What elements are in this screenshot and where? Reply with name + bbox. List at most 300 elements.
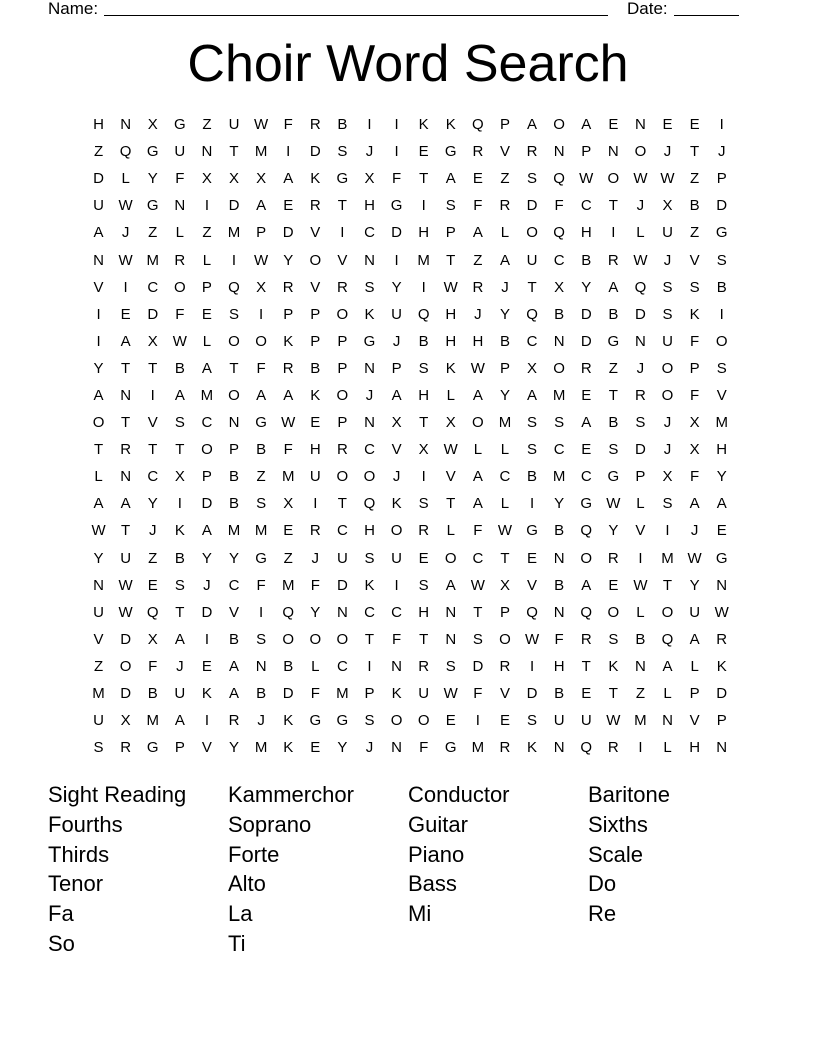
grid-letter[interactable]: A bbox=[174, 712, 185, 730]
grid-letter[interactable]: A bbox=[201, 522, 212, 540]
grid-letter[interactable]: J bbox=[636, 359, 645, 377]
grid-letter[interactable]: X bbox=[147, 332, 158, 350]
grid-letter[interactable]: O bbox=[336, 386, 349, 404]
grid-letter[interactable]: A bbox=[174, 630, 185, 648]
grid-letter[interactable]: U bbox=[120, 549, 132, 567]
grid-letter[interactable]: T bbox=[527, 278, 537, 296]
grid-letter[interactable]: O bbox=[444, 549, 457, 567]
grid-letter[interactable]: A bbox=[499, 251, 510, 269]
grid-letter[interactable]: C bbox=[228, 576, 240, 594]
grid-letter[interactable]: G bbox=[336, 170, 349, 188]
grid-letter[interactable]: J bbox=[663, 251, 672, 269]
grid-letter[interactable]: L bbox=[121, 170, 130, 188]
grid-letter[interactable]: Y bbox=[554, 495, 565, 513]
grid-letter[interactable]: X bbox=[554, 278, 565, 296]
grid-letter[interactable]: N bbox=[364, 251, 375, 269]
grid-letter[interactable]: C bbox=[499, 468, 511, 486]
grid-letter[interactable]: F bbox=[148, 657, 158, 675]
grid-letter[interactable]: T bbox=[581, 657, 591, 675]
grid-letter[interactable]: N bbox=[635, 332, 646, 350]
grid-letter[interactable]: O bbox=[228, 386, 240, 404]
grid-letter[interactable]: Y bbox=[93, 549, 104, 567]
grid-letter[interactable]: X bbox=[689, 414, 700, 432]
grid-letter[interactable]: C bbox=[553, 251, 565, 269]
grid-letter[interactable]: W bbox=[633, 576, 648, 594]
grid-letter[interactable]: D bbox=[635, 305, 646, 323]
grid-letter[interactable]: C bbox=[364, 441, 375, 459]
grid-letter[interactable]: U bbox=[662, 332, 673, 350]
grid-letter[interactable]: F bbox=[473, 522, 483, 540]
grid-letter[interactable]: S bbox=[364, 712, 375, 730]
grid-letter[interactable]: A bbox=[662, 657, 673, 675]
grid-letter[interactable]: A bbox=[608, 278, 619, 296]
grid-letter[interactable]: E bbox=[608, 576, 619, 594]
grid-letter[interactable]: I bbox=[177, 495, 182, 513]
grid-letter[interactable]: O bbox=[715, 332, 728, 350]
grid-letter[interactable]: U bbox=[526, 251, 538, 269]
grid-letter[interactable]: L bbox=[500, 441, 510, 459]
grid-letter[interactable]: O bbox=[553, 359, 565, 377]
grid-letter[interactable]: B bbox=[310, 359, 321, 377]
grid-letter[interactable]: O bbox=[390, 522, 403, 540]
grid-letter[interactable]: X bbox=[662, 197, 673, 215]
grid-letter[interactable]: T bbox=[446, 495, 456, 513]
grid-letter[interactable]: X bbox=[662, 468, 673, 486]
grid-letter[interactable]: R bbox=[499, 657, 511, 675]
grid-letter[interactable]: G bbox=[146, 739, 159, 757]
grid-letter[interactable]: P bbox=[499, 116, 510, 134]
grid-letter[interactable]: P bbox=[391, 359, 402, 377]
grid-letter[interactable]: K bbox=[445, 359, 456, 377]
grid-letter[interactable]: P bbox=[310, 332, 321, 350]
grid-letter[interactable]: D bbox=[526, 197, 538, 215]
grid-letter[interactable]: T bbox=[337, 197, 347, 215]
grid-letter[interactable]: S bbox=[418, 495, 429, 513]
grid-letter[interactable]: G bbox=[607, 468, 620, 486]
grid-letter[interactable]: A bbox=[445, 170, 456, 188]
grid-letter[interactable]: G bbox=[715, 549, 728, 567]
grid-letter[interactable]: N bbox=[391, 657, 402, 675]
grid-letter[interactable]: S bbox=[445, 657, 456, 675]
grid-letter[interactable]: K bbox=[283, 712, 294, 730]
grid-letter[interactable]: I bbox=[475, 712, 480, 730]
grid-letter[interactable]: G bbox=[255, 414, 267, 432]
grid-letter[interactable]: G bbox=[363, 332, 376, 350]
grid-letter[interactable]: Q bbox=[580, 603, 593, 621]
grid-letter[interactable]: J bbox=[365, 386, 374, 404]
grid-letter[interactable]: G bbox=[255, 549, 267, 567]
grid-letter[interactable]: Y bbox=[147, 170, 158, 188]
grid-letter[interactable]: K bbox=[527, 739, 538, 757]
grid-letter[interactable]: P bbox=[283, 305, 294, 323]
grid-letter[interactable]: G bbox=[309, 712, 322, 730]
grid-letter[interactable]: I bbox=[421, 278, 426, 296]
grid-letter[interactable]: V bbox=[499, 685, 510, 703]
grid-letter[interactable]: B bbox=[256, 441, 267, 459]
grid-letter[interactable]: O bbox=[201, 441, 213, 459]
grid-letter[interactable]: Y bbox=[689, 576, 700, 594]
grid-letter[interactable]: O bbox=[228, 332, 240, 350]
grid-letter[interactable]: W bbox=[281, 414, 296, 432]
grid-letter[interactable]: Y bbox=[93, 359, 104, 377]
grid-letter[interactable]: T bbox=[608, 386, 618, 404]
grid-letter[interactable]: F bbox=[473, 197, 483, 215]
grid-letter[interactable]: F bbox=[554, 630, 564, 648]
grid-letter[interactable]: X bbox=[120, 712, 131, 730]
grid-letter[interactable]: O bbox=[255, 332, 267, 350]
grid-letter[interactable]: U bbox=[391, 305, 402, 323]
grid-letter[interactable]: T bbox=[690, 143, 700, 161]
grid-letter[interactable]: W bbox=[118, 197, 133, 215]
grid-letter[interactable]: K bbox=[310, 170, 321, 188]
grid-letter[interactable]: G bbox=[173, 116, 186, 134]
grid-letter[interactable]: V bbox=[147, 414, 158, 432]
grid-letter[interactable]: F bbox=[473, 685, 483, 703]
grid-letter[interactable]: R bbox=[174, 251, 186, 269]
grid-letter[interactable]: X bbox=[445, 414, 456, 432]
grid-letter[interactable]: Q bbox=[526, 305, 538, 323]
grid-letter[interactable]: K bbox=[391, 685, 402, 703]
grid-letter[interactable]: V bbox=[201, 739, 212, 757]
grid-letter[interactable]: W bbox=[497, 522, 513, 540]
grid-letter[interactable]: J bbox=[663, 143, 672, 161]
grid-letter[interactable]: S bbox=[337, 143, 348, 161]
grid-letter[interactable]: R bbox=[607, 251, 619, 269]
grid-letter[interactable]: I bbox=[719, 305, 724, 323]
grid-letter[interactable]: O bbox=[661, 386, 674, 404]
grid-letter[interactable]: E bbox=[581, 685, 592, 703]
grid-letter[interactable]: C bbox=[580, 197, 592, 215]
grid-letter[interactable]: B bbox=[608, 414, 619, 432]
grid-letter[interactable]: W bbox=[254, 251, 269, 269]
grid-letter[interactable]: X bbox=[147, 116, 158, 134]
grid-letter[interactable]: H bbox=[418, 603, 430, 621]
grid-letter[interactable]: D bbox=[282, 685, 294, 703]
grid-letter[interactable]: S bbox=[527, 712, 538, 730]
grid-letter[interactable]: A bbox=[689, 495, 700, 513]
grid-letter[interactable]: K bbox=[364, 576, 375, 594]
grid-letter[interactable]: X bbox=[256, 278, 267, 296]
grid-letter[interactable]: N bbox=[201, 143, 213, 161]
grid-letter[interactable]: B bbox=[418, 332, 429, 350]
grid-letter[interactable]: D bbox=[580, 332, 592, 350]
grid-letter[interactable]: P bbox=[337, 332, 348, 350]
grid-letter[interactable]: W bbox=[470, 576, 485, 594]
grid-letter[interactable]: F bbox=[256, 359, 266, 377]
grid-letter[interactable]: I bbox=[638, 739, 643, 757]
grid-letter[interactable]: A bbox=[256, 386, 267, 404]
grid-letter[interactable]: B bbox=[283, 657, 294, 675]
grid-letter[interactable]: R bbox=[418, 522, 430, 540]
grid-letter[interactable]: E bbox=[418, 549, 429, 567]
grid-letter[interactable]: D bbox=[472, 657, 484, 675]
grid-letter[interactable]: Z bbox=[148, 224, 158, 242]
grid-letter[interactable]: O bbox=[472, 414, 484, 432]
grid-letter[interactable]: N bbox=[120, 116, 132, 134]
grid-letter[interactable]: N bbox=[364, 359, 375, 377]
grid-letter[interactable]: X bbox=[283, 495, 294, 513]
grid-letter[interactable]: I bbox=[96, 305, 101, 323]
grid-letter[interactable]: J bbox=[148, 522, 157, 540]
grid-letter[interactable]: W bbox=[118, 251, 133, 269]
grid-letter[interactable]: B bbox=[337, 116, 348, 134]
grid-letter[interactable]: E bbox=[201, 657, 212, 675]
grid-letter[interactable]: S bbox=[93, 739, 104, 757]
grid-letter[interactable]: A bbox=[472, 224, 483, 242]
grid-letter[interactable]: A bbox=[174, 386, 185, 404]
grid-letter[interactable]: N bbox=[662, 712, 673, 730]
grid-letter[interactable]: I bbox=[340, 224, 345, 242]
grid-letter[interactable]: S bbox=[174, 414, 185, 432]
grid-letter[interactable]: G bbox=[146, 197, 159, 215]
grid-letter[interactable]: L bbox=[663, 739, 672, 757]
grid-letter[interactable]: W bbox=[606, 712, 621, 730]
grid-letter[interactable]: O bbox=[499, 630, 511, 648]
grid-letter[interactable]: J bbox=[203, 576, 211, 594]
grid-letter[interactable]: H bbox=[364, 197, 375, 215]
grid-letter[interactable]: Q bbox=[363, 495, 376, 513]
grid-letter[interactable]: X bbox=[229, 170, 240, 188]
grid-letter[interactable]: O bbox=[526, 224, 538, 242]
grid-letter[interactable]: N bbox=[635, 657, 646, 675]
grid-letter[interactable]: A bbox=[283, 386, 294, 404]
grid-letter[interactable]: V bbox=[93, 278, 104, 296]
grid-letter[interactable]: W bbox=[687, 549, 702, 567]
grid-letter[interactable]: T bbox=[175, 603, 185, 621]
grid-letter[interactable]: P bbox=[337, 359, 348, 377]
grid-letter[interactable]: A bbox=[93, 495, 104, 513]
grid-letter[interactable]: Q bbox=[146, 603, 159, 621]
grid-letter[interactable]: A bbox=[93, 386, 104, 404]
grid-letter[interactable]: W bbox=[633, 251, 648, 269]
grid-letter[interactable]: Z bbox=[500, 170, 510, 188]
grid-letter[interactable]: P bbox=[689, 359, 700, 377]
grid-letter[interactable]: Z bbox=[93, 143, 104, 161]
grid-letter[interactable]: S bbox=[608, 441, 619, 459]
grid-letter[interactable]: E bbox=[283, 522, 294, 540]
grid-letter[interactable]: Z bbox=[690, 170, 700, 188]
grid-letter[interactable]: Z bbox=[93, 657, 104, 675]
grid-letter[interactable]: Y bbox=[229, 739, 240, 757]
grid-letter[interactable]: I bbox=[204, 712, 209, 730]
grid-letter[interactable]: R bbox=[282, 359, 294, 377]
grid-letter[interactable]: R bbox=[472, 278, 484, 296]
grid-letter[interactable]: P bbox=[256, 224, 267, 242]
grid-letter[interactable]: A bbox=[581, 414, 592, 432]
grid-letter[interactable]: S bbox=[608, 630, 619, 648]
grid-letter[interactable]: J bbox=[690, 522, 699, 540]
grid-letter[interactable]: T bbox=[500, 549, 510, 567]
grid-letter[interactable]: Y bbox=[283, 251, 294, 269]
grid-letter[interactable]: T bbox=[121, 414, 131, 432]
grid-letter[interactable]: W bbox=[633, 170, 648, 188]
grid-letter[interactable]: O bbox=[553, 116, 565, 134]
grid-letter[interactable]: N bbox=[364, 414, 375, 432]
grid-letter[interactable]: S bbox=[662, 495, 673, 513]
grid-letter[interactable]: D bbox=[120, 630, 132, 648]
grid-letter[interactable]: Q bbox=[526, 603, 538, 621]
grid-letter[interactable]: T bbox=[175, 441, 185, 459]
grid-letter[interactable]: U bbox=[662, 224, 673, 242]
grid-letter[interactable]: L bbox=[636, 224, 645, 242]
grid-letter[interactable]: V bbox=[337, 251, 348, 269]
grid-letter[interactable]: C bbox=[336, 657, 348, 675]
grid-letter[interactable]: S bbox=[716, 251, 727, 269]
grid-letter[interactable]: Z bbox=[283, 549, 293, 567]
grid-letter[interactable]: P bbox=[635, 468, 646, 486]
grid-letter[interactable]: O bbox=[580, 549, 593, 567]
grid-letter[interactable]: B bbox=[716, 278, 727, 296]
grid-letter[interactable]: A bbox=[445, 576, 456, 594]
grid-letter[interactable]: H bbox=[472, 332, 484, 350]
grid-letter[interactable]: H bbox=[716, 441, 728, 459]
grid-letter[interactable]: L bbox=[663, 685, 672, 703]
grid-letter[interactable]: J bbox=[257, 712, 265, 730]
grid-letter[interactable]: R bbox=[120, 441, 132, 459]
grid-letter[interactable]: Q bbox=[580, 522, 593, 540]
grid-letter[interactable]: W bbox=[524, 630, 540, 648]
grid-letter[interactable]: J bbox=[365, 143, 374, 161]
grid-letter[interactable]: N bbox=[553, 332, 565, 350]
grid-letter[interactable]: R bbox=[120, 739, 132, 757]
grid-letter[interactable]: J bbox=[717, 143, 726, 161]
grid-letter[interactable]: M bbox=[254, 739, 268, 757]
grid-letter[interactable]: P bbox=[337, 414, 348, 432]
grid-letter[interactable]: B bbox=[229, 468, 240, 486]
grid-letter[interactable]: H bbox=[580, 224, 592, 242]
grid-letter[interactable]: D bbox=[635, 441, 646, 459]
grid-letter[interactable]: W bbox=[91, 522, 106, 540]
grid-letter[interactable]: B bbox=[554, 305, 565, 323]
grid-letter[interactable]: U bbox=[174, 143, 186, 161]
grid-letter[interactable]: F bbox=[256, 576, 266, 594]
grid-letter[interactable]: M bbox=[281, 576, 295, 594]
grid-letter[interactable]: N bbox=[228, 414, 240, 432]
grid-letter[interactable]: W bbox=[606, 495, 621, 513]
grid-letter[interactable]: M bbox=[552, 386, 566, 404]
grid-letter[interactable]: L bbox=[202, 332, 212, 350]
grid-letter[interactable]: U bbox=[580, 712, 592, 730]
grid-letter[interactable]: K bbox=[174, 522, 185, 540]
grid-letter[interactable]: A bbox=[472, 495, 483, 513]
grid-letter[interactable]: X bbox=[391, 414, 402, 432]
grid-letter[interactable]: A bbox=[472, 468, 483, 486]
grid-letter[interactable]: I bbox=[204, 197, 209, 215]
grid-letter[interactable]: Y bbox=[499, 305, 510, 323]
grid-letter[interactable]: O bbox=[119, 657, 132, 675]
grid-letter[interactable]: U bbox=[228, 116, 240, 134]
grid-letter[interactable]: T bbox=[364, 630, 375, 648]
grid-letter[interactable]: K bbox=[716, 657, 727, 675]
grid-letter[interactable]: K bbox=[391, 495, 402, 513]
grid-letter[interactable]: Y bbox=[608, 522, 619, 540]
grid-letter[interactable]: R bbox=[309, 116, 321, 134]
grid-letter[interactable]: Q bbox=[553, 224, 565, 242]
grid-letter[interactable]: U bbox=[309, 468, 321, 486]
grid-letter[interactable]: B bbox=[689, 197, 700, 215]
grid-letter[interactable]: I bbox=[394, 576, 399, 594]
grid-letter[interactable]: K bbox=[608, 657, 619, 675]
grid-letter[interactable]: K bbox=[418, 116, 429, 134]
grid-letter[interactable]: R bbox=[336, 441, 348, 459]
grid-letter[interactable]: T bbox=[419, 630, 429, 648]
grid-letter[interactable]: T bbox=[337, 495, 347, 513]
grid-letter[interactable]: Z bbox=[256, 468, 266, 486]
grid-letter[interactable]: D bbox=[147, 305, 159, 323]
grid-letter[interactable]: R bbox=[336, 278, 348, 296]
grid-letter[interactable]: O bbox=[607, 603, 620, 621]
grid-letter[interactable]: B bbox=[554, 685, 565, 703]
grid-letter[interactable]: R bbox=[607, 549, 619, 567]
grid-letter[interactable]: L bbox=[500, 224, 510, 242]
grid-letter[interactable]: O bbox=[282, 630, 295, 648]
grid-letter[interactable]: L bbox=[311, 657, 320, 675]
grid-letter[interactable]: S bbox=[256, 630, 267, 648]
grid-letter[interactable]: S bbox=[716, 359, 727, 377]
grid-letter[interactable]: I bbox=[367, 657, 372, 675]
grid-letter[interactable]: D bbox=[336, 576, 348, 594]
grid-letter[interactable]: M bbox=[227, 224, 241, 242]
grid-letter[interactable]: I bbox=[529, 657, 535, 675]
grid-letter[interactable]: I bbox=[123, 278, 128, 296]
grid-letter[interactable]: E bbox=[527, 549, 538, 567]
grid-letter[interactable]: G bbox=[526, 522, 538, 540]
grid-letter[interactable]: Z bbox=[608, 359, 618, 377]
grid-letter[interactable]: V bbox=[310, 224, 321, 242]
grid-letter[interactable]: T bbox=[473, 603, 483, 621]
grid-letter[interactable]: J bbox=[501, 278, 509, 296]
grid-letter[interactable]: U bbox=[93, 603, 104, 621]
grid-letter[interactable]: J bbox=[311, 549, 320, 567]
grid-letter[interactable]: W bbox=[714, 603, 729, 621]
grid-letter[interactable]: K bbox=[283, 332, 294, 350]
grid-letter[interactable]: R bbox=[607, 739, 619, 757]
grid-letter[interactable]: P bbox=[229, 441, 240, 459]
grid-letter[interactable]: P bbox=[499, 359, 510, 377]
grid-letter[interactable]: R bbox=[716, 630, 728, 648]
grid-letter[interactable]: A bbox=[120, 332, 131, 350]
grid-letter[interactable]: Y bbox=[499, 386, 510, 404]
grid-letter[interactable]: E bbox=[201, 305, 212, 323]
grid-letter[interactable]: E bbox=[283, 197, 294, 215]
grid-letter[interactable]: L bbox=[473, 441, 483, 459]
grid-letter[interactable]: S bbox=[527, 441, 538, 459]
grid-letter[interactable]: W bbox=[443, 278, 458, 296]
grid-letter[interactable]: D bbox=[120, 685, 132, 703]
grid-letter[interactable]: D bbox=[580, 305, 592, 323]
grid-letter[interactable]: R bbox=[580, 359, 592, 377]
grid-letter[interactable]: S bbox=[662, 278, 673, 296]
grid-letter[interactable]: O bbox=[336, 468, 349, 486]
grid-letter[interactable]: L bbox=[202, 251, 212, 269]
grid-letter[interactable]: E bbox=[445, 712, 456, 730]
grid-letter[interactable]: B bbox=[229, 630, 240, 648]
grid-letter[interactable]: I bbox=[665, 522, 670, 540]
grid-letter[interactable]: A bbox=[527, 386, 538, 404]
grid-letter[interactable]: R bbox=[309, 197, 321, 215]
grid-letter[interactable]: U bbox=[93, 197, 104, 215]
grid-letter[interactable]: X bbox=[689, 441, 700, 459]
grid-letter[interactable]: O bbox=[607, 170, 620, 188]
grid-letter[interactable]: C bbox=[147, 278, 159, 296]
grid-letter[interactable]: Z bbox=[202, 116, 212, 134]
grid-letter[interactable]: N bbox=[120, 386, 132, 404]
grid-letter[interactable]: V bbox=[229, 603, 240, 621]
grid-letter[interactable]: T bbox=[419, 414, 429, 432]
grid-letter[interactable]: X bbox=[147, 630, 158, 648]
grid-letter[interactable]: A bbox=[283, 170, 294, 188]
grid-letter[interactable]: M bbox=[254, 522, 268, 540]
